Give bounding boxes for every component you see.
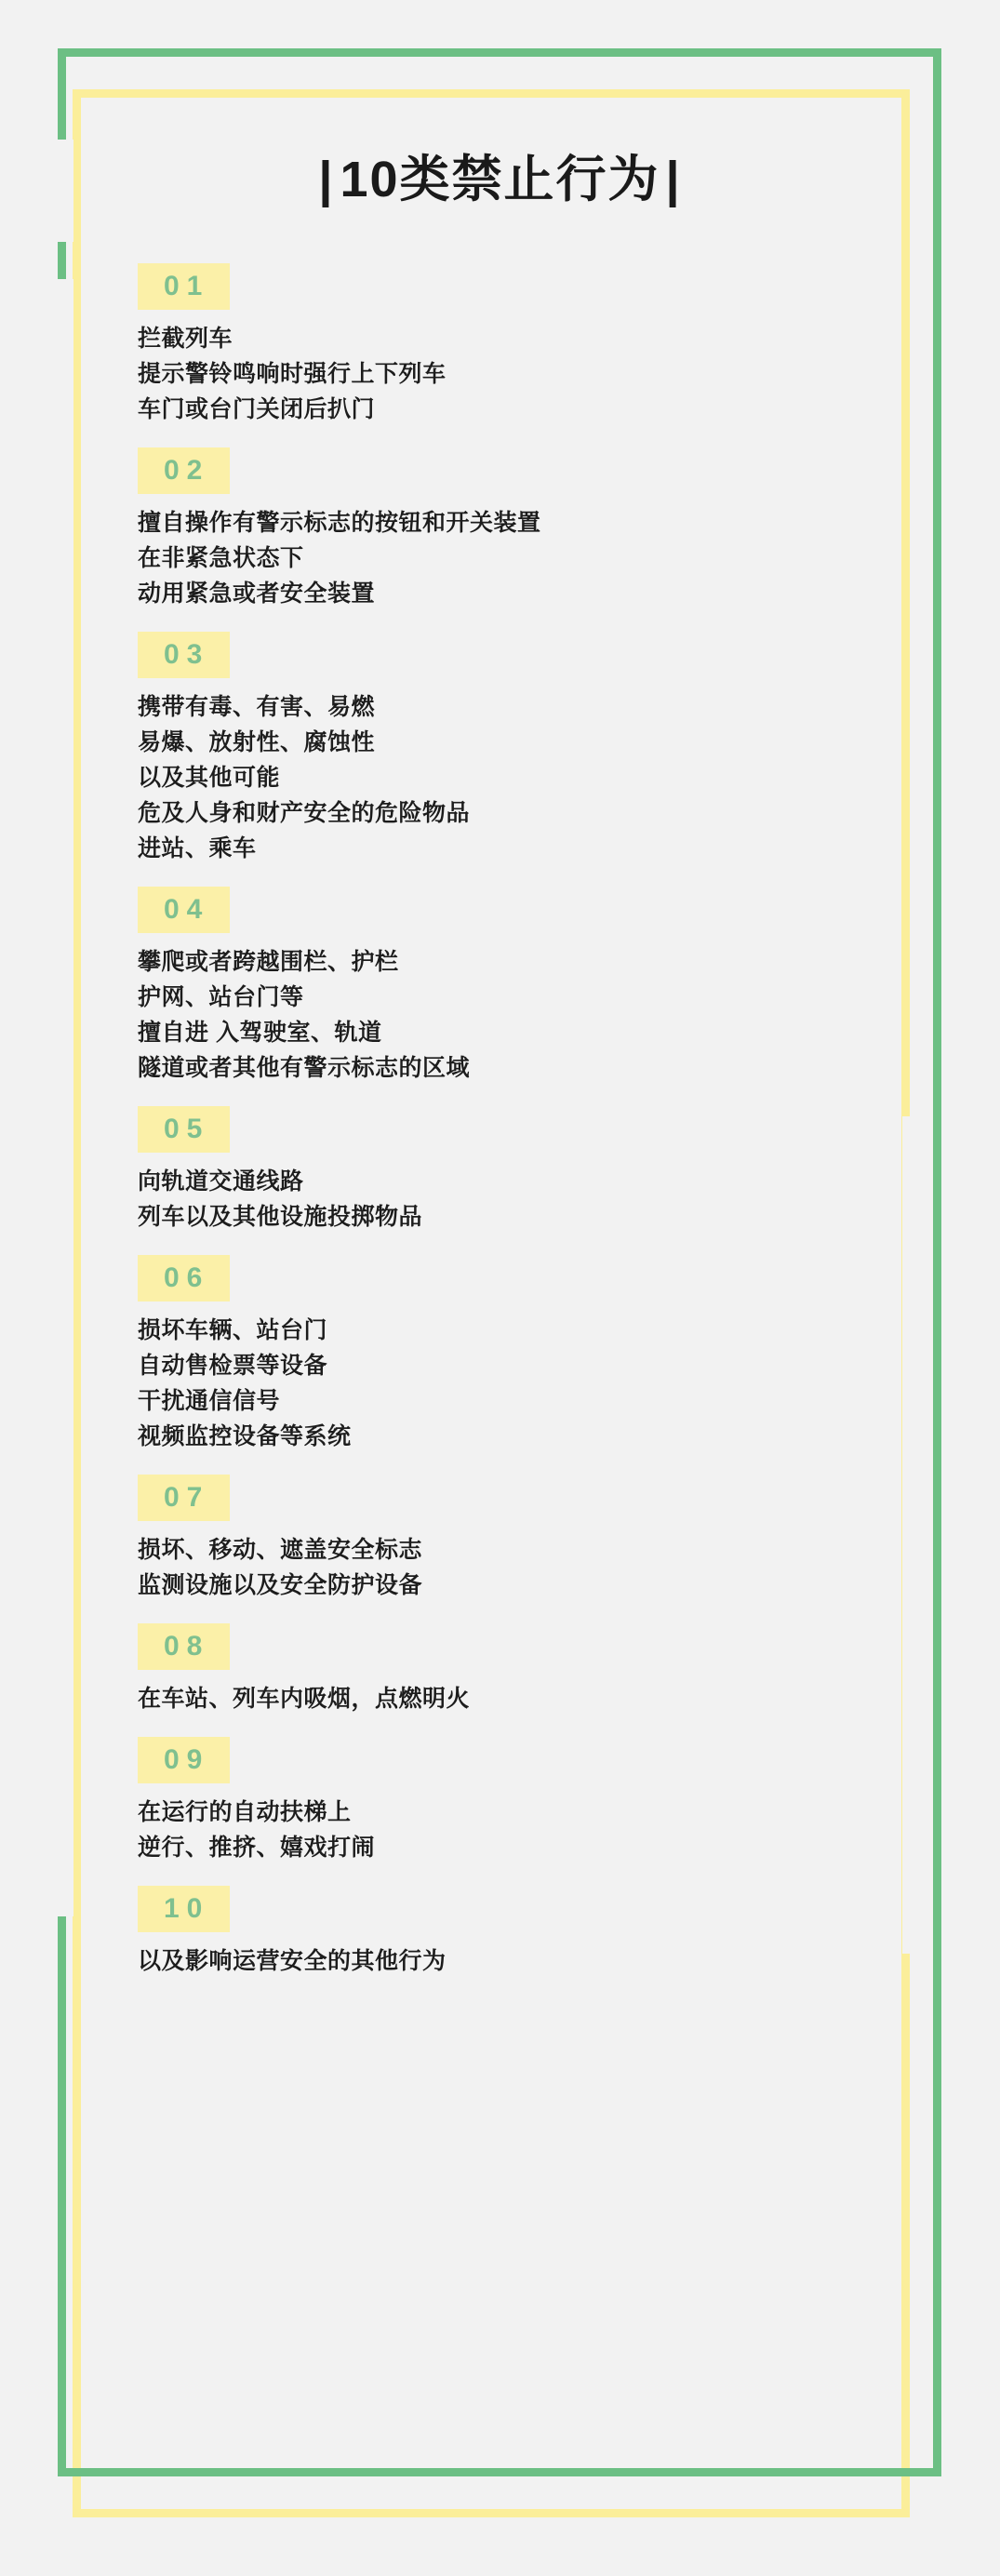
section-line: 监测设施以及安全防护设备 bbox=[138, 1572, 423, 1598]
section-line: 以及影响运营安全的其他行为 bbox=[138, 1948, 447, 1974]
section-05 bbox=[0, 1086, 1000, 1235]
section-line: 车门或台门关闭后扒门 bbox=[138, 396, 376, 422]
section-line: 损坏、移动、遮盖安全标志 bbox=[138, 1537, 423, 1563]
section-04 bbox=[0, 866, 1000, 1086]
section-number-badge: 01 bbox=[138, 263, 230, 310]
section-line: 攀爬或者跨越围栏、护栏 bbox=[138, 949, 399, 975]
section-lines bbox=[138, 689, 916, 866]
section-lines bbox=[138, 321, 916, 427]
section-line: 提示警铃鸣响时强行上下列车 bbox=[138, 361, 447, 387]
section-number-badge: 09 bbox=[138, 1737, 230, 1783]
section-line: 以及其他可能 bbox=[138, 765, 281, 791]
section-line: 隧道或者其他有警示标志的区域 bbox=[138, 1055, 471, 1081]
section-08 bbox=[0, 1603, 1000, 1716]
section-line: 列车以及其他设施投掷物品 bbox=[138, 1204, 423, 1230]
section-number-badge: 05 bbox=[138, 1106, 230, 1153]
section-lines bbox=[138, 1943, 916, 1979]
section-number-badge: 06 bbox=[138, 1255, 230, 1301]
section-02 bbox=[0, 427, 1000, 611]
section-lines bbox=[138, 1681, 916, 1716]
page-title bbox=[313, 140, 687, 211]
section-lines bbox=[138, 1795, 916, 1865]
section-line: 易爆、放射性、腐蚀性 bbox=[138, 729, 376, 755]
section-line: 自动售检票等设备 bbox=[138, 1353, 328, 1379]
section-line: 向轨道交通线路 bbox=[138, 1168, 304, 1195]
section-line: 进站、乘车 bbox=[138, 835, 257, 861]
section-number-badge: 03 bbox=[138, 632, 230, 678]
section-lines bbox=[138, 505, 916, 611]
title-bar-left: | bbox=[318, 152, 335, 207]
section-line: 损坏车辆、站台门 bbox=[138, 1317, 328, 1343]
section-line: 视频监控设备等系统 bbox=[138, 1423, 352, 1449]
section-line: 携带有毒、有害、易燃 bbox=[138, 694, 376, 720]
section-lines bbox=[138, 1313, 916, 1454]
section-line: 擅自操作有警示标志的按钮和开关装置 bbox=[138, 510, 541, 536]
page-title-wrapper bbox=[0, 0, 1000, 243]
section-line: 擅自进 入驾驶室、轨道 bbox=[138, 1020, 382, 1046]
section-line: 危及人身和财产安全的危险物品 bbox=[138, 800, 471, 826]
section-lines bbox=[138, 1164, 916, 1235]
section-01 bbox=[0, 243, 1000, 427]
section-number-badge: 02 bbox=[138, 447, 230, 494]
page-title-text: 10类禁止行为 bbox=[340, 152, 660, 207]
title-bar-right: | bbox=[665, 152, 682, 207]
bottom-spacer bbox=[0, 1979, 1000, 2090]
section-line: 在非紧急状态下 bbox=[138, 545, 304, 571]
section-06 bbox=[0, 1235, 1000, 1454]
section-number-badge: 08 bbox=[138, 1623, 230, 1670]
section-10 bbox=[0, 1865, 1000, 1979]
section-lines bbox=[138, 944, 916, 1086]
section-09 bbox=[0, 1716, 1000, 1865]
section-line: 在车站、列车内吸烟，点燃明火 bbox=[138, 1686, 471, 1712]
section-line: 拦截列车 bbox=[138, 326, 233, 352]
section-number-badge: 04 bbox=[138, 887, 230, 933]
section-line: 护网、站台门等 bbox=[138, 984, 304, 1010]
section-lines bbox=[138, 1532, 916, 1603]
section-line: 动用紧急或者安全装置 bbox=[138, 581, 376, 607]
section-line: 逆行、推挤、嬉戏打闹 bbox=[138, 1835, 376, 1861]
section-line: 在运行的自动扶梯上 bbox=[138, 1799, 352, 1825]
section-line: 干扰通信信号 bbox=[138, 1388, 281, 1414]
section-number-badge: 07 bbox=[138, 1475, 230, 1521]
section-number-badge: 10 bbox=[138, 1886, 230, 1932]
section-07 bbox=[0, 1454, 1000, 1603]
section-03 bbox=[0, 611, 1000, 866]
